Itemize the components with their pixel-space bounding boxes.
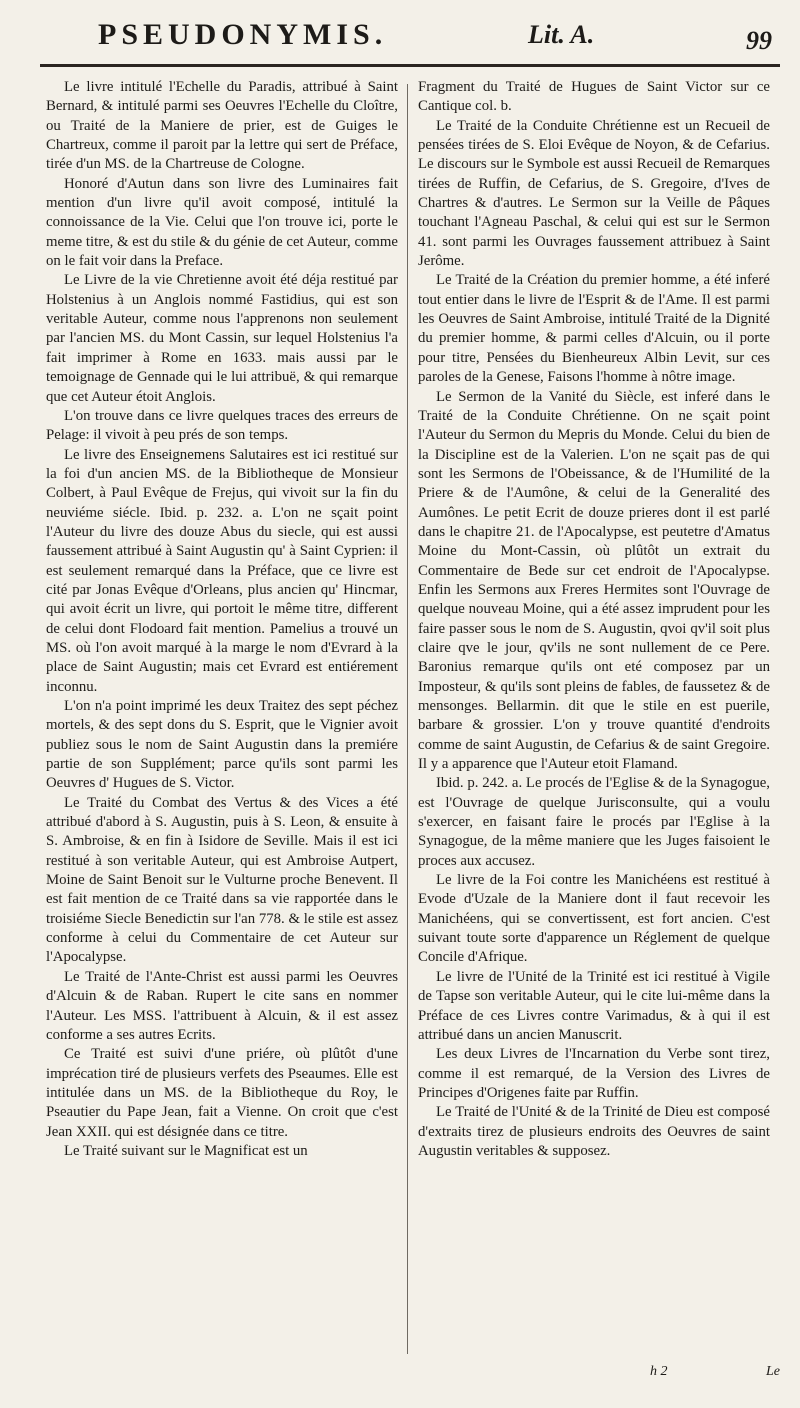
paragraph: Le Traité de la Création du premier homme, a été inferé tout entier dans le livre de l'Esprit & de l'Ame. Il est parmi les Oeuvres de Saint Ambroise, intitulé Traité de la Dignité du premier homme, & parmi celles d'Alcuin, ou il porte pour titre, Pensées du Bienheureux Albin Levit, sur ces paroles de la Genese, Faisons l'homme à nôtre image. (418, 272, 770, 386)
paragraph: Le livre de la Foi contre les Manichéens est restitué à Evode d'Uzale de la Maniere dont il faut recevoir les Manichéens, qui se convertissent, est fort ancien. C'est suivant toute sorte d'apparence un Réglement de quelque Concile d'Afrique. (418, 872, 770, 966)
signature-mark: h 2 (650, 1364, 668, 1379)
page-footer (650, 1364, 780, 1380)
paragraph: Les deux Livres de l'Incarnation du Verbe sont tirez, comme il est remarqué, de la Version des Livres de Principes d'Origenes faite par Ruffin. (418, 1046, 770, 1101)
paragraph: Le Traité du Combat des Vertus & des Vices a été attribué d'abord à S. Augustin, puis à S. Leon, & ensuite à S. Ambroise, & en fin à Isidore de Seville. Mais il est ici restitué à son veritable Auteur, qui est Ambroise Autpert, Moine de Saint Benoit sur le Vulturne proche Benevent. Il est fait mention de ce Traité dans sa vie rapportée dans le troisiéme Siecle Benedictin sur l'an 778. & le stile est assez conforme à celui du Commentaire de cet Auteur sur l'Apocalypse. (46, 794, 398, 966)
paragraph: Le Traité de la Conduite Chrétienne est un Recueil de pensées tirées de S. Eloi Evêque de Noyon, & de Cefarius. Le discours sur le Symbole est aussi Recueil de Remarques tirées de Ruffin, de Cefarius, de S. Gregoire, d'Ives de Chartres & d'autres. Le Sermon sur la Veille de Pâques touchant l'Agneau Paschal, & celui qui est sur le Sermon 41. sont parmi les Ouvrages faussement attribuez à Saint Jerôme. (418, 117, 770, 270)
paragraph: L'on trouve dans ce livre quelques traces des erreurs de Pelage: il vivoit à peu prés de son temps. (46, 407, 398, 444)
paragraph: Fragment du Traité de Hugues de Saint Victor sur ce Cantique col. b. (418, 79, 770, 115)
paragraph: Le Livre de la vie Chretienne avoit été déja restitué par Holstenius à un Anglois nommé Fastidius, qui est son veritable Auteur, comme nous l'apprenons non seulement par l'ancien MS. du Mont Cassin, sur lequel Holstenius l'a fait imprimer à Rome en 1633. mais aussi par le temoignage de Gennade qui le lui attribuë, & qui remarque que cet Auteur étoit Anglois. (46, 272, 398, 405)
paragraph: Le Sermon de la Vanité du Siècle, est inferé dans le Traité de la Conduite Chrétienne. On ne sçait point l'Auteur du Sermon du Mepris du Monde. Celui du bien de la Discipline est de la Valerien. L'on ne sçait pas de qui sont les Sermons de l'Obeissance, & de l'Humilité de la Priere & de l'Aumône, & celui de la Generalité des Aumônes. Le petit Ecrit de douze prieres dont il est parlé dans le chapitre 21. de l'Apocalypse, est peutetre d'Amatus Moine du Mont-Cassin, où plûtôt un extrait du Commentaire de Bede sur cet endroit de l'Apocalypse. Enfin les Sermons aux Freres Hermites sont l'Ouvrage de quelque nouveau Moine, qui a été assez imprudent pour les faire passer sous le nom de S. Augustin, qvoi qv'il soit plus claire qve le jour, qv'ils ne sont nullement de ce Pere. Baronius remarque qu'ils ont eté composez par un Imposteur, & qu'ils sont pleins de fables, de fausset​ez & de mensonges. Bellarmin. dit que le stile en est puerile, barbare & grossier. L'on y trouve quantité d'endroits comme de saint Augustin, de Cefarius & de saint Gregoire. Il y a apparence que l'Auteur etoit Flamand. (418, 388, 770, 773)
catchword: Le (766, 1364, 780, 1379)
left-column (46, 78, 398, 1161)
paragraph: Le Traité de l'Ante-Christ est aussi parmi les Oeuvres d'Alcuin & de Raban. Rupert le cite sans en nommer l'Auteur. Les MSS. l'attribuent à Alcuin, & il est assez conforme a ses autres Ecrits. (46, 968, 398, 1043)
page-header (0, 8, 800, 74)
paragraph: Ibid. p. 242. a. Le procés de l'Eglise & de la Synagogue, est l'Ouvrage de quelque Jurisconsulte, qui a voulu s'exercer, en faisant faire le procés par l'Eglise à la Synagogue, de la même maniere que les Juges faisoient le proces aux accusez. (418, 775, 770, 869)
paragraph: Le livre de l'Unité de la Trinité est ici restitué à Vigile de Tapse son veritable Auteur, qui le cite lui-même dans la Préface de ces Livres contre Varimadus, & à qui il est attribué dans un ancien Manuscrit. (418, 968, 770, 1043)
text-columns (0, 78, 800, 1388)
column-divider (407, 84, 408, 1354)
header-rule (40, 64, 780, 67)
right-column (418, 78, 770, 1161)
paragraph: L'on n'a point imprimé les deux Traitez des sept péchez mortels, & des sept dons du S. Esprit, que le Vignier avoit publiez sous le nom de Saint Augustin dans la premiére partie de son Supplément; parce qu'ils sont parmi les Oeuvres d' Hugues de S. Victor. (46, 698, 398, 792)
paragraph: Honoré d'Autun dans son livre des Luminaires fait mention d'un livre qu'il avoit composé, intitulé la connoissance de la Vie. Celui que l'on trouve ici, porte le meme titre, & est du stile & du génie de cet Auteur, comme on le fait voir dans la Preface. (46, 175, 398, 270)
page-number: 99 (746, 26, 772, 55)
running-title: PSEUDONYMIS. (98, 18, 388, 51)
paragraph: Le livre des Enseignemens Salutaires est ici restitué sur la foi d'un ancien MS. de la Bibliotheque de Monsieur Colbert, à Paul Evêque de Frejus, qui vivoit sur la fin du neuviéme siécle. Ibid. p. 232. a. L'on ne sçait point l'Auteur du livre des douze Abus du siecle, qui est aussi faussement attribué à Saint Augustin qu' à Saint Cyprien: il est seulement remarqué dans la Préface, que ce livre est cité par Jonas Evêque d'Orleans, plus ancien qu' Hincmar, qui avoit écrit un livre, qui portoit le même titre, different de celui dont Flodoard fait mention. Pamelius a trouvé un MS. où l'on avoit marqué à la marge le nom d'Evrard à la place de Saint Augustin; mais cet Evrard est entiérement inconnu. (46, 446, 398, 695)
paragraph: Le livre intitulé l'Echelle du Paradis, attribué à Saint Bernard, & intitulé parmi ses Oeuvres l'Echelle du Cloître, ou Traité de la Maniere de prier, est de Guiges le Chartreux, comme il paroit par la lettre qui sert de Préface, tirée d'un MS. de la Chartreuse de Cologne. (46, 79, 398, 173)
paragraph: Le Traité suivant sur le Magnificat est un (64, 1142, 308, 1159)
paragraph: Le Traité de l'Unité & de la Trinité de Dieu est composé d'extraits tirez de plusieurs endroits des Oeuvres de saint Augustin veritables & supposez. (418, 1104, 770, 1159)
paragraph: Ce Traité est suivi d'une priére, où plûtôt d'une imprécation tiré de plusieurs verfets des Pseaumes. Elle est intitulée dans un MS. de la Bibliotheque du Roy, le Pseautier du Pape Jean, fait a Vienne. On croit que c'est Jean XXII. qui est désignée dans ce titre. (46, 1046, 398, 1140)
section-mark: Lit. A. (528, 20, 595, 49)
